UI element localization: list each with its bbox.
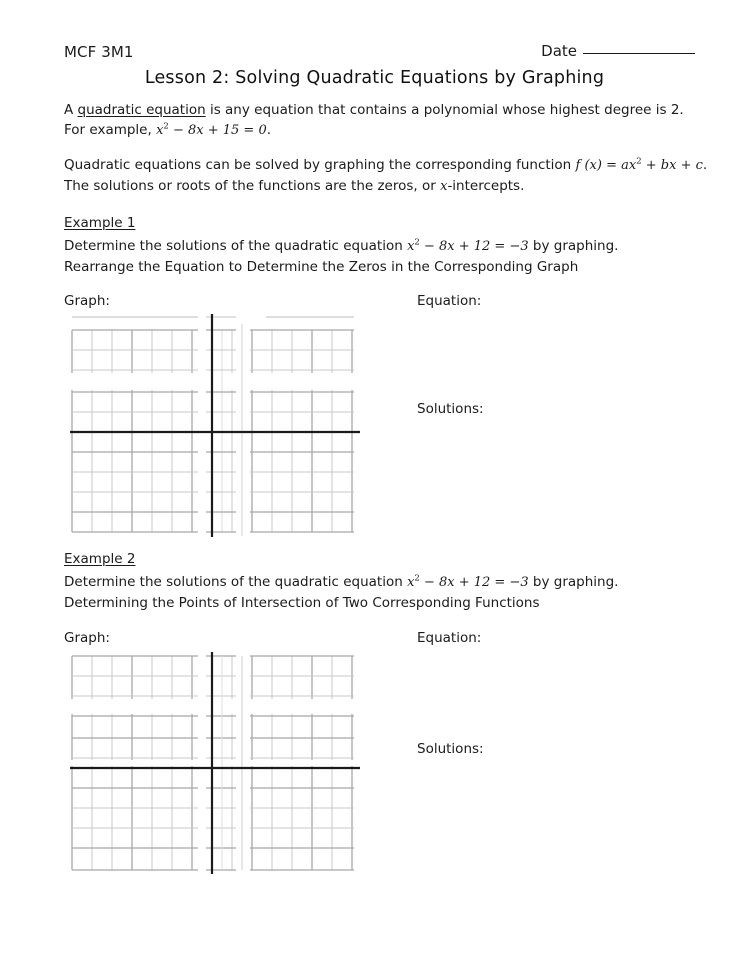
intro-line-3-period: .: [702, 157, 708, 173]
date-label: Date: [541, 42, 577, 60]
math-exponent: 2: [414, 237, 420, 248]
grid-1-gutter-left: [198, 324, 206, 536]
example-1-line-1-prefix: Determine the solutions of the quadratic equation: [64, 238, 408, 254]
math-exponent: 2: [163, 121, 169, 132]
example-2-equation-inline: [407, 575, 529, 590]
intro-line-1-prefix: A: [64, 102, 78, 118]
grid-2-scan-gap-1: [70, 699, 360, 714]
example-1-line-1: [64, 236, 618, 257]
grid-2-gutter-left: [198, 652, 206, 877]
date-blank-line[interactable]: [583, 53, 695, 54]
example-2-line-1-prefix: Determine the solutions of the quadratic equation: [64, 574, 408, 590]
grid-1-scan-gap-top: [70, 310, 360, 315]
date-field[interactable]: [541, 42, 695, 60]
math-rest: − 8x + 15 = 0: [168, 123, 267, 138]
intro-line-2-prefix: For example,: [64, 122, 157, 138]
example-2-coordinate-grid[interactable]: [70, 652, 360, 877]
math-base: x: [407, 575, 415, 590]
example-1-body: [64, 236, 618, 277]
intro-line-1: [64, 100, 684, 120]
example-2-graph-label: Graph:: [64, 630, 110, 646]
example-equation-inline: [156, 123, 267, 138]
example-2-line-1: [64, 572, 618, 593]
example-1-coordinate-grid[interactable]: [70, 310, 360, 540]
example-1-equation-inline: [407, 239, 529, 254]
math-base: x: [156, 123, 164, 138]
math-rest: − 8x + 12 = −3: [419, 239, 529, 254]
math-fn: f (x) = ax: [575, 158, 637, 173]
example-2-solutions-label: Solutions:: [417, 741, 484, 757]
general-function-inline: [576, 158, 703, 173]
intro-paragraph-1: [64, 100, 684, 141]
math-exponent: 2: [636, 156, 642, 167]
math-rest: + bx + c: [641, 158, 703, 173]
example-1-line-2: Rearrange the Equation to Determine the Zeros in the Corresponding Graph: [64, 259, 579, 275]
intro-line-2-period: .: [266, 122, 272, 138]
grid-1-scan-gap-1: [70, 373, 360, 390]
example-2-line-2: Determining the Points of Intersection of Two Corresponding Functions: [64, 595, 540, 611]
grid-2-gutter-right: [236, 652, 250, 877]
intro-line-4-prefix: The solutions or roots of the functions are the zeros, or: [64, 178, 441, 194]
example-1-equation-label: Equation:: [417, 293, 482, 309]
intro-line-4: [64, 176, 707, 197]
grid-1-gutter-right: [236, 324, 250, 536]
intro-line-3-prefix: Quadratic equations can be solved by graphing the corresponding function: [64, 157, 576, 173]
intro-line-3: [64, 155, 707, 176]
example-2-equation-label: Equation:: [417, 630, 482, 646]
intro-line-2: [64, 120, 684, 141]
example-1-graph-label: Graph:: [64, 293, 110, 309]
quadratic-equation-term: quadratic equation: [77, 102, 206, 118]
math-base: x: [407, 239, 415, 254]
x-italic: x: [440, 179, 448, 194]
math-exponent: 2: [414, 573, 420, 584]
intro-line-4-suffix: -intercepts.: [447, 178, 525, 194]
example-2-body: [64, 572, 618, 613]
intro-line-1-suffix: is any equation that contains a polynomial whose highest degree is 2.: [205, 102, 684, 118]
math-rest: − 8x + 12 = −3: [419, 575, 529, 590]
page-title: Lesson 2: Solving Quadratic Equations by Graphing: [144, 68, 605, 88]
example-2-heading: Example 2: [64, 551, 136, 567]
grid-2-scan-gap-2: [70, 760, 360, 766]
grid-2-svg: [70, 652, 360, 877]
example-1-heading: Example 1: [64, 215, 136, 231]
example-2-line-1-suffix: by graphing.: [528, 574, 619, 590]
intro-paragraph-2: [64, 155, 707, 197]
example-1-line-1-suffix: by graphing.: [528, 238, 619, 254]
grid-1-svg: [70, 310, 360, 540]
course-code: MCF 3M1: [64, 43, 134, 61]
example-1-solutions-label: Solutions:: [417, 401, 484, 417]
